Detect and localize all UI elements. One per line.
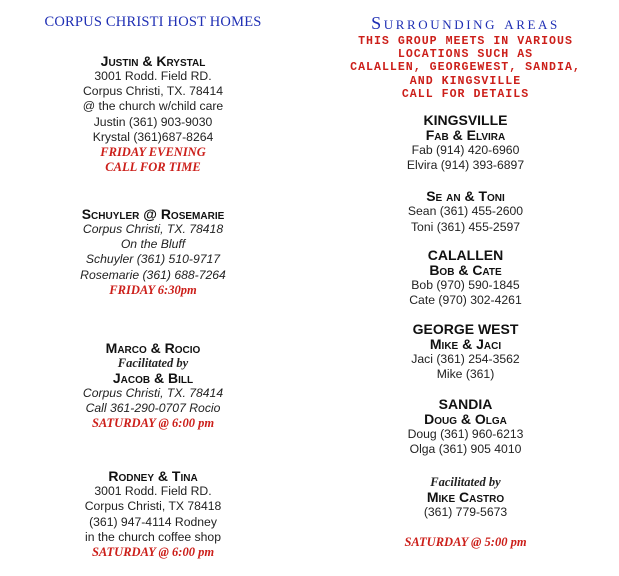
phone-line: Doug (361) 960-6213 [407,426,524,441]
phone-line: Toni (361) 455-2597 [410,219,521,234]
area-group [312,396,619,457]
city-line: Corpus Christi, TX 78418 [84,499,222,514]
notice-line: THIS GROUP MEETS IN VARIOUS [358,35,573,48]
phone-line: Schuyler (361) 510-9717 [85,252,221,267]
host-group [0,469,306,560]
meeting-time: SATURDAY @ 6:00 pm [91,416,215,431]
notice-line: AND KINGSVILLE [409,74,522,88]
meeting-time: SATURDAY @ 5:00 pm [404,535,527,550]
surrounding-areas-heading: Surrounding areas [371,13,560,33]
area-group [312,321,619,382]
host-group [0,54,306,175]
area-group [312,247,619,308]
facilitator-name: Mike Castro [426,489,505,506]
area-leaders: Fab & Elvira [425,127,506,144]
host-group [0,207,306,298]
location-line: On the Bluff [120,237,186,252]
phone-line: (361) 947-4114 Rodney [89,514,217,529]
host-names: Marco & Rocio [105,339,201,356]
phone-line: Elvira (914) 393-6897 [406,158,525,173]
phone-line: Fab (914) 420-6960 [411,143,520,158]
phone-line: Sean (361) 455-2600 [407,204,524,219]
surrounding-areas-column [312,0,619,550]
area-city: SANDIA [438,395,493,412]
notice-line: LOCATIONS SUCH AS [397,48,534,62]
facilitator-names: Jacob & Bill [112,369,194,386]
address-line: 3001 Rodd. Field RD. [94,69,212,83]
meeting-time: FRIDAY 6:30pm [109,282,197,297]
location-line: in the church coffee shop [85,529,221,544]
meeting-locations-notice [312,35,619,101]
city-line: Corpus Christi, TX. 78414 [83,84,223,99]
facilitated-label: Facilitated by [117,355,189,370]
facilitated-label: Facilitated by [430,475,501,490]
host-names: Justin & Krystal [100,53,206,69]
area-city: GEORGE WEST [412,321,519,338]
phone-line: Jaci (361) 254-3562 [411,352,520,367]
meeting-time: SATURDAY @ 6:00 pm [91,545,215,560]
city-line: Corpus Christi, TX. 78414 [82,385,224,400]
notice-line: CALL FOR DETAILS [401,87,530,101]
phone-line: Cate (970) 302-4261 [409,293,522,308]
area-group [312,189,619,234]
host-homes-column [0,0,306,560]
host-names: Schuyler @ Rosemarie [81,206,225,223]
meeting-time: FRIDAY EVENING [100,145,206,160]
facilitator-group [312,475,619,520]
location-line: @ the church w/child care [82,99,224,114]
area-leaders: Mike & Jaci [429,336,502,353]
address-line: 3001 Rodd. Field RD. [94,484,212,499]
facilitator-phone: (361) 779-5673 [423,505,508,520]
phone-line: Olga (361) 905 4010 [409,441,522,456]
meeting-time-note: CALL FOR TIME [105,160,201,175]
area-leaders: Doug & Olga [424,410,507,427]
host-group [0,341,306,431]
area-city: KINGSVILLE [423,112,508,129]
area-group [312,112,619,173]
host-homes-heading: CORPUS CHRISTI HOST HOMES [44,14,262,30]
city-line: Corpus Christi, TX. 78418 [82,222,224,237]
phone-line: Call 361-290-0707 Rocio [85,401,221,416]
phone-line: Mike (361) [436,367,495,382]
area-leaders: Bob & Cate [429,261,502,278]
phone-line: Krystal (361)687-8264 [92,129,214,144]
area-leaders: Se an & Toni [426,188,505,205]
phone-line: Rosemarie (361) 688-7264 [80,267,226,282]
notice-line: CALALLEN, GEORGEWEST, SANDIA, [350,61,581,75]
phone-line: Justin (361) 903-9030 [93,114,213,129]
phone-line: Bob (970) 590-1845 [411,277,520,292]
area-city: CALALLEN [427,246,504,263]
host-names: Rodney & Tina [108,468,198,485]
